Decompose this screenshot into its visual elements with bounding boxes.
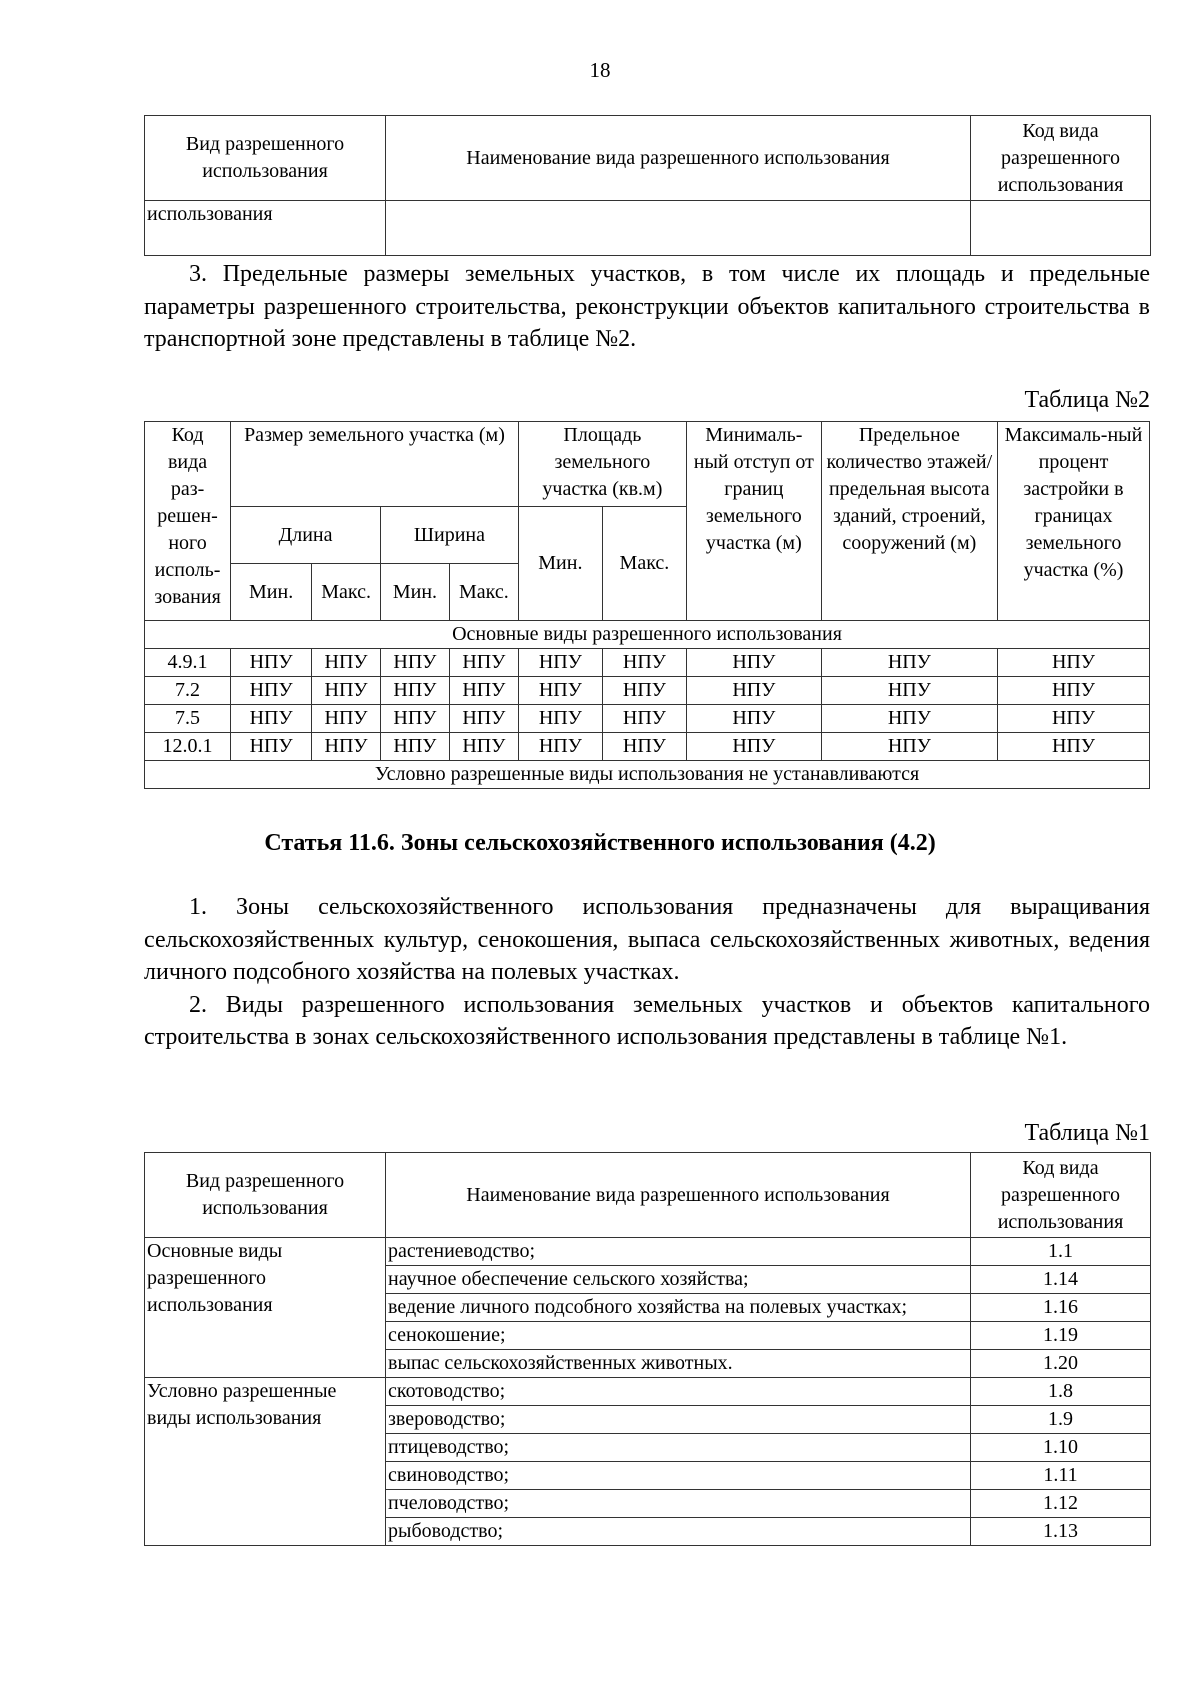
header-length-max: Макс. [312, 564, 381, 621]
empty-cell [971, 201, 1151, 256]
row-code: 4.9.1 [145, 649, 231, 677]
header-offset: Минималь-ный отступ от границ земельного участка (м) [686, 422, 821, 621]
cell: НПУ [997, 677, 1149, 705]
cell: НПУ [312, 677, 381, 705]
use-code: 1.1 [971, 1238, 1151, 1266]
use-code: 1.9 [971, 1406, 1151, 1434]
cell: НПУ [231, 677, 312, 705]
body-paragraphs [144, 891, 1150, 1054]
header-width-min: Мин. [381, 564, 450, 621]
table-row [145, 705, 1150, 733]
header-floors: Предельное количество этажей/ предельная высота зданий, строений, сооружений (м) [821, 422, 997, 621]
cell: НПУ [449, 705, 518, 733]
use-name: сенокошение; [386, 1322, 971, 1350]
table-row [145, 1238, 1151, 1266]
cell: НПУ [381, 705, 450, 733]
header-area: Площадь земельного участка (кв.м) [518, 422, 686, 507]
header-area-min: Мин. [518, 507, 602, 621]
cell: НПУ [602, 705, 686, 733]
cell: НПУ [518, 677, 602, 705]
header-length-min: Мин. [231, 564, 312, 621]
use-name: птицеводство; [386, 1434, 971, 1462]
cell: НПУ [686, 733, 821, 761]
header-size: Размер земельного участка (м) [231, 422, 519, 507]
header-use-type: Вид разрешенного использования [145, 116, 386, 201]
header-code: Код вида раз- решен- ного исполь- зования [145, 422, 231, 621]
cell: НПУ [997, 705, 1149, 733]
cell: НПУ [312, 649, 381, 677]
cell: НПУ [449, 733, 518, 761]
use-code: 1.10 [971, 1434, 1151, 1462]
cell: НПУ [518, 733, 602, 761]
cell: НПУ [231, 649, 312, 677]
header-use-type: Вид разрешенного использования [145, 1153, 386, 1238]
row-code: 12.0.1 [145, 733, 231, 761]
cell: НПУ [231, 733, 312, 761]
table-row [145, 677, 1150, 705]
use-code: 1.16 [971, 1294, 1151, 1322]
cell: НПУ [686, 649, 821, 677]
cell: НПУ [312, 705, 381, 733]
cell: НПУ [381, 733, 450, 761]
header-use-code: Код вида разрешенного использования [971, 1153, 1151, 1238]
use-code: 1.12 [971, 1490, 1151, 1518]
header-use-code: Код вида разрешенного использования [971, 116, 1151, 201]
group-main: Основные виды разрешенного использования [145, 1238, 386, 1378]
cell: НПУ [381, 649, 450, 677]
cell: НПУ [449, 677, 518, 705]
row-code: 7.2 [145, 677, 231, 705]
use-code: 1.13 [971, 1518, 1151, 1546]
cell: НПУ [518, 705, 602, 733]
cell: НПУ [821, 705, 997, 733]
cell: НПУ [312, 733, 381, 761]
continuation-table [144, 115, 1151, 256]
use-code: 1.14 [971, 1266, 1151, 1294]
paragraph-3: 3. Предельные размеры земельных участков, в том числе их площадь и предельные параметры разрешенного строительства, реконструкции объектов капитального строительства в транспортной зоне представлены в таблице №2. [144, 261, 1150, 352]
article-heading: Статья 11.6. Зоны сельскохозяйственного использования (4.2) [264, 830, 936, 856]
header-use-name: Наименование вида разрешенного использования [386, 1153, 971, 1238]
cell: НПУ [997, 733, 1149, 761]
table-row [145, 1378, 1151, 1406]
use-name: рыбоводство; [386, 1518, 971, 1546]
use-name: научное обеспечение сельского хозяйства; [386, 1266, 971, 1294]
table-row [145, 733, 1150, 761]
cell: НПУ [997, 649, 1149, 677]
empty-cell [386, 201, 971, 256]
cell: НПУ [821, 649, 997, 677]
header-length: Длина [231, 507, 381, 564]
use-name: скотоводство; [386, 1378, 971, 1406]
cell: НПУ [449, 649, 518, 677]
cell: НПУ [231, 705, 312, 733]
cell: НПУ [686, 705, 821, 733]
use-code: 1.8 [971, 1378, 1151, 1406]
use-code: 1.20 [971, 1350, 1151, 1378]
section-main-types: Основные виды разрешенного использования [145, 621, 1150, 649]
use-code: 1.11 [971, 1462, 1151, 1490]
cell: НПУ [602, 677, 686, 705]
row-code: 7.5 [145, 705, 231, 733]
table-row [145, 649, 1150, 677]
page-number: 18 [589, 58, 611, 82]
use-name: растениеводство; [386, 1238, 971, 1266]
use-code: 1.19 [971, 1322, 1151, 1350]
use-name: выпас сельскохозяйственных животных. [386, 1350, 971, 1378]
use-name: звероводство; [386, 1406, 971, 1434]
use-name: свиноводство; [386, 1462, 971, 1490]
cell: НПУ [821, 677, 997, 705]
conditional-note: Условно разрешенные виды использования не устанавливаются [145, 761, 1150, 789]
cell: НПУ [381, 677, 450, 705]
cell: НПУ [602, 733, 686, 761]
table2-label: Таблица №2 [1024, 387, 1150, 413]
cell: НПУ [602, 649, 686, 677]
cell: НПУ [686, 677, 821, 705]
header-use-name: Наименование вида разрешенного использования [386, 116, 971, 201]
table-1 [144, 1152, 1151, 1546]
header-area-max: Макс. [602, 507, 686, 621]
cell: НПУ [518, 649, 602, 677]
header-width: Ширина [381, 507, 519, 564]
header-percent: Максималь-ный процент застройки в границах земельного участка (%) [997, 422, 1149, 621]
paragraph-1: 1. Зоны сельскохозяйственного использования предназначены для выращивания сельскохозяйственных культур, сенокошения, выпаса сельскохозяйственных животных, ведения личного подсобного хозяйства на полевых участках. [144, 894, 1150, 985]
table1-label: Таблица №1 [1024, 1120, 1150, 1146]
group-conditional: Условно разрешенные виды использования [145, 1378, 386, 1546]
use-name: ведение личного подсобного хозяйства на полевых участках; [386, 1294, 971, 1322]
use-name: пчеловодство; [386, 1490, 971, 1518]
continuation-cell: использования [145, 201, 386, 256]
paragraph-2: 2. Виды разрешенного использования земельных участков и объектов капитального строительства в зонах сельскохозяйственного использования представлены в таблице №1. [144, 991, 1150, 1050]
table-2 [144, 421, 1150, 789]
header-width-max: Макс. [449, 564, 518, 621]
cell: НПУ [821, 733, 997, 761]
